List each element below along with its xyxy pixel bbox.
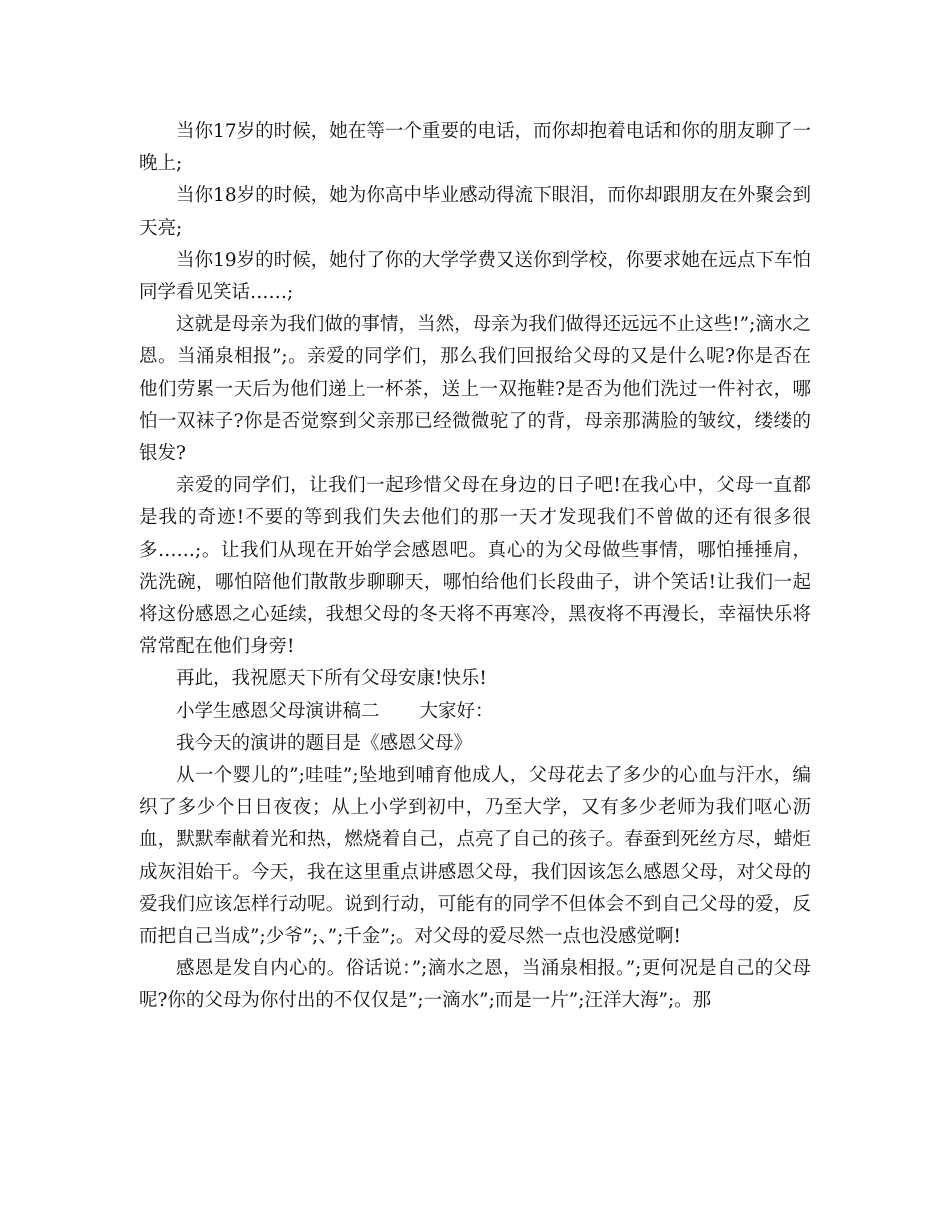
speech-title: 小学生感恩父母演讲稿二 [176,700,380,722]
paragraph-6: 再此，我祝愿天下所有父母安康!快乐! [176,668,487,690]
document-body [139,116,811,1018]
paragraph-7: 从一个婴儿的”;哇哇”;坠地到哺育他成人，父母花去了多少的心血与汗水，编织了多少个日日夜夜；从上小学到初中，乃至大学，又有多少老师为我们呕心沥血，默默奉献着光和热，燃烧着自己，点亮了自己的孩子。春蚕到死丝方尽，蜡炬成灰泪始干。今天，我在这里重点讲感恩父母，我们因该怎么感恩父母，对父母的爱我们应该怎样行动呢。说到行动，可能有的同学不但体会不到自己父母的爱，反而把自己当成”;少爷”;、”;千金”;。对父母的爱尽然一点也没感觉啊! [139,765,811,948]
paragraph-5: 亲爱的同学们，让我们一起珍惜父母在身边的日子吧!在我心中，父母一直都是我的奇迹!不要的等到我们失去他们的那一天才发现我们不曾做的还有很多很多……;。让我们从现在开始学会感恩吧。真心的为父母做些事情，哪怕捶捶肩，洗洗碗，哪怕陪他们散散步聊聊天，哪怕给他们长段曲子，讲个笑话!让我们一起将这份感恩之心延续，我想父母的冬天将不再寒冷，黑夜将不再漫长，幸福快乐将常常配在他们身旁! [139,475,811,658]
paragraph-3: 当你19岁的时候，她付了你的大学学费又送你到学校，你要求她在远点下车怕同学看见笑话……; [139,249,811,304]
paragraph-1: 当你17岁的时候，她在等一个重要的电话，而你却抱着电话和你的朋友聊了一晚上; [139,121,811,175]
paragraph-8: 感恩是发自内心的。俗话说：”;滴水之恩，当涌泉相报。”;更何况是自己的父母呢?你的父母为你付出的不仅仅是”;一滴水”;而是一片”;汪洋大海”;。那 [139,958,811,1012]
speech-greeting: 大家好： [419,700,494,722]
paragraph-2: 当你18岁的时候，她为你高中毕业感动得流下眼泪，而你却跟朋友在外聚会到天亮; [139,185,811,239]
speech-topic: 我今天的演讲的题目是《感恩父母》 [176,732,473,754]
paragraph-4: 这就是母亲为我们做的事情，当然，母亲为我们做得还远远不止这些!”;滴水之恩。当涌泉相报”;。亲爱的同学们，那么我们回报给父母的又是什么呢?你是否在他们劳累一天后为他们递上一杯茶，送上一双拖鞋?是否为他们洗过一件衬衣，哪怕一双袜子?你是否觉察到父亲那已经微微驼了的背，母亲那满脸的皱纹，缕缕的银发? [139,314,811,465]
speech-heading-line [139,696,811,728]
